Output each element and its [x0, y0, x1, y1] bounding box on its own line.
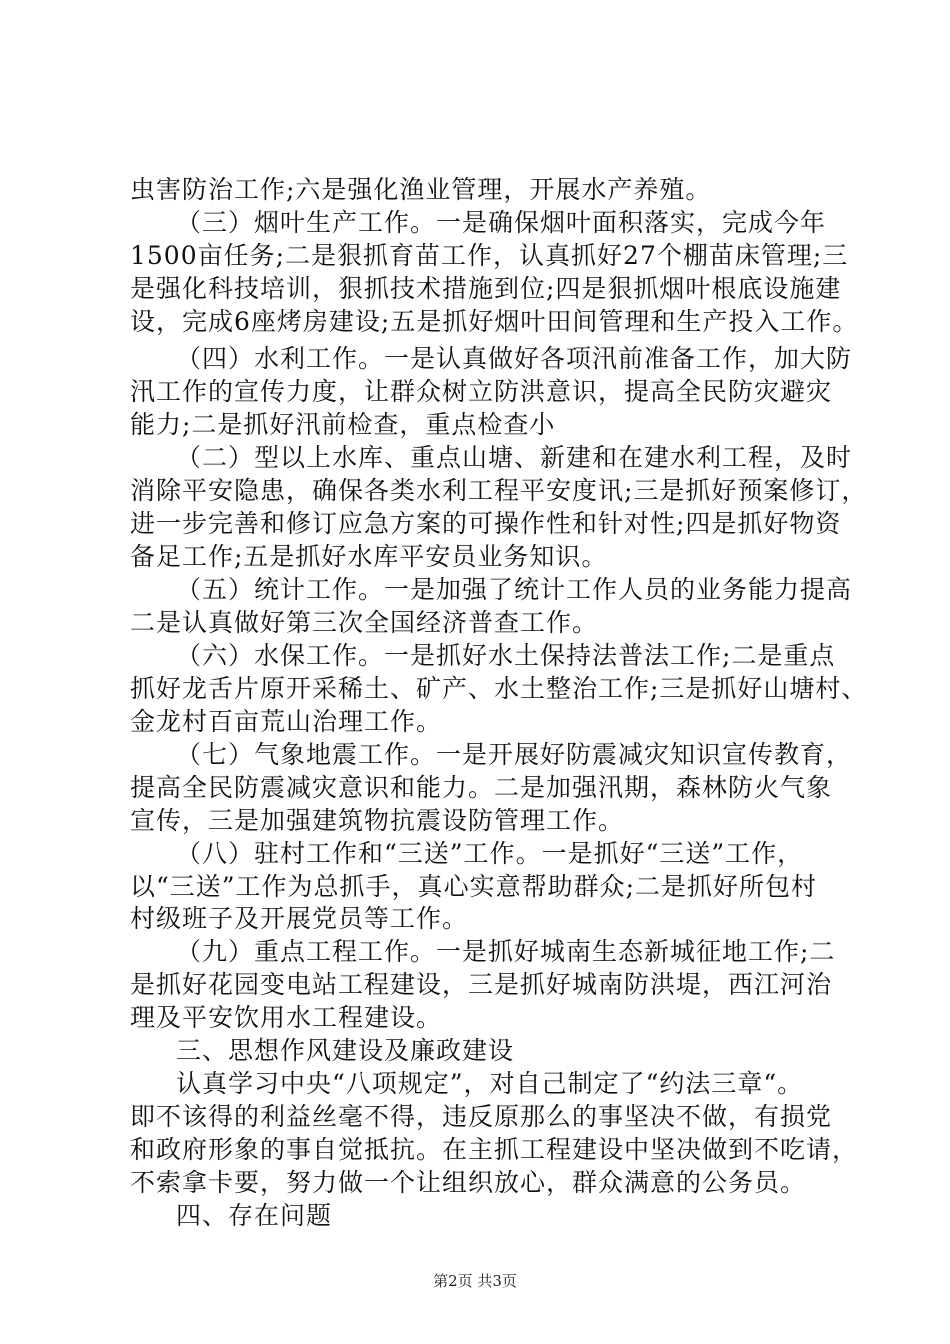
text-line: 能力;二是抓好汛前检查，重点检查小: [130, 410, 556, 439]
text-line: 金龙村百亩荒山治理工作。: [130, 707, 443, 736]
text-line: （六）水保工作。一是抓好水土保持法普法工作;二是重点: [176, 641, 836, 670]
text-line: （七）气象地震工作。一是开展好防震减灾知识宣传教育，: [176, 740, 853, 769]
text-line: 二是认真做好第三次全国经济普查工作。: [130, 608, 599, 637]
page-number-footer: 第2页 共3页: [433, 1272, 517, 1290]
text-line: 即不该得的利益丝毫不得，违反原那么的事坚决不做，有损党: [130, 1102, 833, 1131]
text-line: 不索拿卡要，努力做一个让组织放心，群众满意的公务员。: [130, 1168, 807, 1197]
text-line: 汛工作的宣传力度，让群众树立防洪意识，提高全民防灾避灾: [130, 377, 833, 406]
text-line: 是抓好花园变电站工程建设，三是抓好城南防洪堤，西江河治: [130, 970, 833, 999]
section-heading: 三、思想作风建设及廉政建设: [176, 1036, 515, 1065]
text-line: 备足工作;五是抓好水库平安员业务知识。: [130, 542, 608, 571]
text-line: 1500亩任务;二是狠抓育苗工作，认真抓好27个棚苗床管理;三: [130, 241, 849, 270]
text-line: 虫害防治工作;六是强化渔业管理，开展水产养殖。: [130, 175, 712, 204]
text-line: 以“三送”工作为总抓手，真心实意帮助群众;二是抓好所包村: [130, 872, 817, 901]
text-line: 消除平安隐患，确保各类水利工程平安度讯;三是抓好预案修订，: [130, 476, 868, 505]
text-line: （九）重点工程工作。一是抓好城南生态新城征地工作;二: [176, 937, 836, 966]
text-line: （三）烟叶生产工作。一是确保烟叶面积落实，完成今年: [176, 208, 827, 237]
text-line: 进一步完善和修订应急方案的可操作性和针对性;四是抓好物资: [130, 509, 842, 538]
text-line: 宣传，三是加强建筑物抗震设防管理工作。: [130, 806, 625, 835]
text-line: 村级班子及开展党员等工作。: [130, 904, 469, 933]
text-line: （二）型以上水库、重点山塘、新建和在建水利工程，及时: [176, 443, 853, 472]
text-line: （五）统计工作。一是加强了统计工作人员的业务能力提高: [176, 575, 853, 604]
text-line: 理及平安饮用水工程建设。: [130, 1003, 443, 1032]
text-line: 是强化科技培训，狠抓技术措施到位;四是狠抓烟叶根底设施建: [130, 274, 842, 303]
text-line: （四）水利工作。一是认真做好各项汛前准备工作，加大防: [176, 344, 853, 373]
text-line: 认真学习中央“八项规定”，对自己制定了“约法三章“。: [176, 1069, 804, 1098]
text-line: 和政府形象的事自觉抵抗。在主抓工程建设中坚决做到不吃请，: [130, 1135, 859, 1164]
text-line: （八）驻村工作和“三送”工作。一是抓好“三送”工作，: [176, 839, 804, 868]
text-line: 提高全民防震减灾意识和能力。二是加强汛期，森林防火气象: [130, 773, 833, 802]
section-heading: 四、存在问题: [176, 1201, 333, 1230]
text-line: 设，完成6座烤房建设;五是抓好烟叶田间管理和生产投入工作。: [130, 307, 859, 336]
text-line: 抓好龙舌片原开采稀土、矿产、水土整治工作;三是抓好山塘村、: [130, 674, 868, 703]
